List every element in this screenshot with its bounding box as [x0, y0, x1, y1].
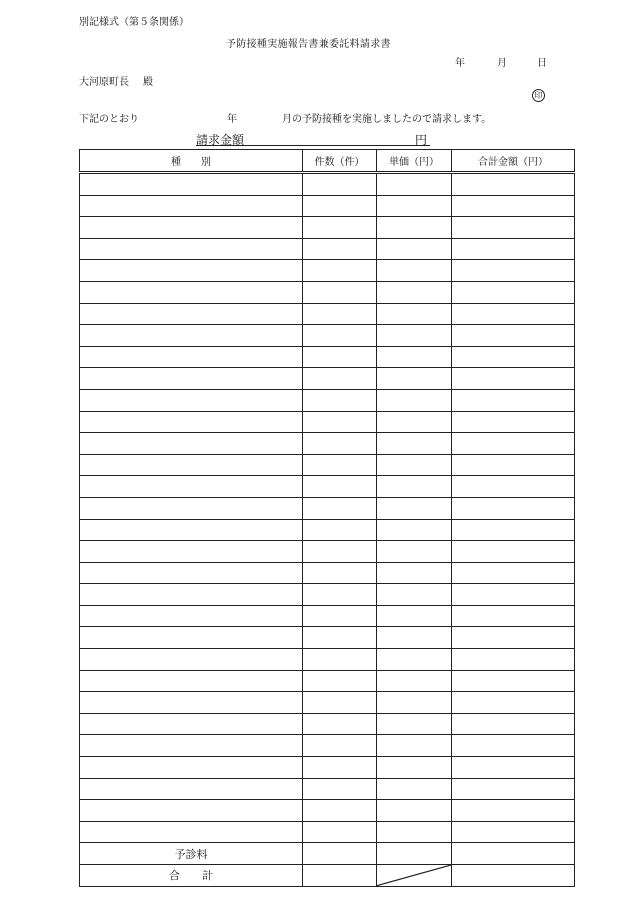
- unit-price-cell[interactable]: [377, 217, 452, 239]
- count-cell[interactable]: [303, 346, 377, 368]
- total-cell[interactable]: [452, 325, 575, 347]
- unit-price-cell[interactable]: [377, 368, 452, 390]
- table-row: [80, 605, 575, 627]
- count-cell[interactable]: [303, 454, 377, 476]
- category-cell[interactable]: [80, 411, 303, 433]
- grand-total-amount[interactable]: [452, 865, 575, 887]
- category-cell[interactable]: [80, 497, 303, 519]
- table-row: [80, 519, 575, 541]
- total-cell[interactable]: [452, 541, 575, 563]
- unit-price-cell[interactable]: [377, 778, 452, 800]
- form-tag: 別記様式（第５条関係）: [79, 17, 189, 28]
- total-cell[interactable]: [452, 260, 575, 282]
- pre-exam-fee-total[interactable]: [452, 843, 575, 865]
- table-row: [80, 217, 575, 239]
- seal-mark-icon: 印: [532, 89, 545, 102]
- count-cell[interactable]: [303, 519, 377, 541]
- category-cell[interactable]: [80, 584, 303, 606]
- category-cell[interactable]: [80, 778, 303, 800]
- unit-price-cell[interactable]: [377, 303, 452, 325]
- category-cell[interactable]: [80, 800, 303, 822]
- count-cell[interactable]: [303, 800, 377, 822]
- addressee-name: 大河原町長: [79, 77, 129, 88]
- count-cell[interactable]: [303, 368, 377, 390]
- category-cell[interactable]: [80, 325, 303, 347]
- count-cell[interactable]: [303, 649, 377, 671]
- table-body: [80, 173, 575, 843]
- category-cell[interactable]: [80, 368, 303, 390]
- unit-price-cell[interactable]: [377, 433, 452, 455]
- total-cell[interactable]: [452, 649, 575, 671]
- category-cell[interactable]: [80, 713, 303, 735]
- unit-price-cell[interactable]: [377, 497, 452, 519]
- total-cell[interactable]: [452, 800, 575, 822]
- unit-price-cell[interactable]: [377, 519, 452, 541]
- total-cell[interactable]: [452, 562, 575, 584]
- unit-price-cell[interactable]: [377, 584, 452, 606]
- table-row: [80, 433, 575, 455]
- category-cell[interactable]: [80, 627, 303, 649]
- document-title: 予防接種実施報告書兼委託料請求書: [226, 39, 391, 50]
- category-cell[interactable]: [80, 692, 303, 714]
- category-cell[interactable]: [80, 173, 303, 196]
- table-row: [80, 562, 575, 584]
- unit-price-cell[interactable]: [377, 649, 452, 671]
- unit-price-cell[interactable]: [377, 735, 452, 757]
- category-cell[interactable]: [80, 735, 303, 757]
- table-row: [80, 497, 575, 519]
- grand-total-count[interactable]: [303, 865, 377, 887]
- count-cell[interactable]: [303, 173, 377, 196]
- total-cell[interactable]: [452, 411, 575, 433]
- count-cell[interactable]: [303, 605, 377, 627]
- count-cell[interactable]: [303, 778, 377, 800]
- category-cell[interactable]: [80, 260, 303, 282]
- unit-price-cell[interactable]: [377, 238, 452, 260]
- table-row: [80, 368, 575, 390]
- grand-total-row: [80, 865, 575, 887]
- unit-price-cell[interactable]: [377, 692, 452, 714]
- category-cell[interactable]: [80, 605, 303, 627]
- pre-exam-fee-count[interactable]: [303, 843, 377, 865]
- unit-price-cell[interactable]: [377, 757, 452, 779]
- count-cell[interactable]: [303, 627, 377, 649]
- total-cell[interactable]: [452, 584, 575, 606]
- pre-exam-fee-label: 予診料: [80, 843, 303, 865]
- category-cell[interactable]: [80, 757, 303, 779]
- table-row: [80, 173, 575, 196]
- category-cell[interactable]: [80, 541, 303, 563]
- table-row: [80, 692, 575, 714]
- category-cell[interactable]: [80, 476, 303, 498]
- vaccination-table: [79, 149, 575, 887]
- statement-line: [79, 110, 491, 125]
- header-unit-price: 単価（円）: [377, 150, 452, 173]
- category-cell[interactable]: [80, 389, 303, 411]
- unit-price-cell[interactable]: [377, 821, 452, 843]
- category-cell[interactable]: [80, 238, 303, 260]
- count-cell[interactable]: [303, 821, 377, 843]
- table-row: [80, 649, 575, 671]
- unit-price-cell[interactable]: [377, 454, 452, 476]
- unit-price-cell[interactable]: [377, 627, 452, 649]
- count-cell[interactable]: [303, 541, 377, 563]
- category-cell[interactable]: [80, 433, 303, 455]
- statement-year-unit: 年: [227, 114, 237, 125]
- date-month-label: 月: [497, 58, 507, 69]
- table-header-row: [80, 150, 575, 173]
- total-cell[interactable]: [452, 735, 575, 757]
- unit-price-cell[interactable]: [377, 389, 452, 411]
- table-row: [80, 821, 575, 843]
- count-cell[interactable]: [303, 497, 377, 519]
- total-cell[interactable]: [452, 476, 575, 498]
- total-cell[interactable]: [452, 713, 575, 735]
- table-row: [80, 195, 575, 217]
- count-cell[interactable]: [303, 217, 377, 239]
- total-cell[interactable]: [452, 281, 575, 303]
- table-row: [80, 389, 575, 411]
- date-day-label: 日: [537, 58, 547, 69]
- count-cell[interactable]: [303, 281, 377, 303]
- count-cell[interactable]: [303, 757, 377, 779]
- count-cell[interactable]: [303, 735, 377, 757]
- count-cell[interactable]: [303, 713, 377, 735]
- total-cell[interactable]: [452, 454, 575, 476]
- table-row: [80, 800, 575, 822]
- count-cell[interactable]: [303, 584, 377, 606]
- category-cell[interactable]: [80, 281, 303, 303]
- table-row: [80, 713, 575, 735]
- unit-price-cell[interactable]: [377, 346, 452, 368]
- table-row: [80, 627, 575, 649]
- category-cell[interactable]: [80, 454, 303, 476]
- table-row: [80, 238, 575, 260]
- statement-prefix: 下記のとおり: [79, 114, 139, 125]
- table-row: [80, 281, 575, 303]
- total-cell[interactable]: [452, 303, 575, 325]
- count-cell[interactable]: [303, 195, 377, 217]
- count-cell[interactable]: [303, 433, 377, 455]
- pre-exam-fee-unit-price[interactable]: [377, 843, 452, 865]
- table-row: [80, 476, 575, 498]
- count-cell[interactable]: [303, 238, 377, 260]
- count-cell[interactable]: [303, 476, 377, 498]
- addressee-honorific: 殿: [143, 77, 153, 88]
- date-year-label: 年: [455, 58, 465, 69]
- header-count: 件数（件）: [303, 150, 377, 173]
- table-row: [80, 584, 575, 606]
- category-cell[interactable]: [80, 519, 303, 541]
- total-cell[interactable]: [452, 692, 575, 714]
- table-row: [80, 541, 575, 563]
- total-cell[interactable]: [452, 497, 575, 519]
- total-cell[interactable]: [452, 778, 575, 800]
- count-cell[interactable]: [303, 670, 377, 692]
- category-cell[interactable]: [80, 217, 303, 239]
- total-cell[interactable]: [452, 433, 575, 455]
- unit-price-cell[interactable]: [377, 605, 452, 627]
- category-cell[interactable]: [80, 562, 303, 584]
- unit-price-cell[interactable]: [377, 173, 452, 196]
- total-cell[interactable]: [452, 605, 575, 627]
- unit-price-cell[interactable]: [377, 195, 452, 217]
- table-row: [80, 411, 575, 433]
- count-cell[interactable]: [303, 562, 377, 584]
- unit-price-cell[interactable]: [377, 670, 452, 692]
- unit-price-cell[interactable]: [377, 325, 452, 347]
- category-cell[interactable]: [80, 195, 303, 217]
- unit-price-cell[interactable]: [377, 541, 452, 563]
- count-cell[interactable]: [303, 692, 377, 714]
- count-cell[interactable]: [303, 411, 377, 433]
- category-cell[interactable]: [80, 821, 303, 843]
- unit-price-cell[interactable]: [377, 260, 452, 282]
- billing-amount-label: 請求金額: [196, 133, 245, 147]
- total-cell[interactable]: [452, 389, 575, 411]
- unit-price-cell[interactable]: [377, 411, 452, 433]
- count-cell[interactable]: [303, 303, 377, 325]
- total-cell[interactable]: [452, 346, 575, 368]
- table-row: [80, 325, 575, 347]
- total-cell[interactable]: [452, 195, 575, 217]
- billing-amount-line[interactable]: [196, 131, 430, 146]
- category-cell[interactable]: [80, 346, 303, 368]
- billing-amount-unit: 円: [414, 133, 427, 147]
- unit-price-cell[interactable]: [377, 713, 452, 735]
- grand-total-label: 合 計: [80, 865, 303, 887]
- unit-price-cell[interactable]: [377, 562, 452, 584]
- category-cell[interactable]: [80, 649, 303, 671]
- table-row: [80, 346, 575, 368]
- table-row: [80, 778, 575, 800]
- grand-total-unit-price-struck: [377, 865, 452, 887]
- addressee: [79, 73, 153, 88]
- count-cell[interactable]: [303, 325, 377, 347]
- table-row: [80, 735, 575, 757]
- table-row: [80, 260, 575, 282]
- count-cell[interactable]: [303, 260, 377, 282]
- total-cell[interactable]: [452, 627, 575, 649]
- total-cell[interactable]: [452, 368, 575, 390]
- total-cell[interactable]: [452, 217, 575, 239]
- unit-price-cell[interactable]: [377, 476, 452, 498]
- total-cell[interactable]: [452, 519, 575, 541]
- total-cell[interactable]: [452, 757, 575, 779]
- total-cell[interactable]: [452, 173, 575, 196]
- total-cell[interactable]: [452, 821, 575, 843]
- unit-price-cell[interactable]: [377, 800, 452, 822]
- total-cell[interactable]: [452, 238, 575, 260]
- table-row: [80, 757, 575, 779]
- header-total-amount: 合計金額（円）: [452, 150, 575, 173]
- category-cell[interactable]: [80, 303, 303, 325]
- unit-price-cell[interactable]: [377, 281, 452, 303]
- diagonal-strike: [377, 865, 451, 886]
- statement-suffix: 月の予防接種を実施しましたので請求します。: [282, 114, 492, 125]
- count-cell[interactable]: [303, 389, 377, 411]
- total-cell[interactable]: [452, 670, 575, 692]
- table-row: [80, 670, 575, 692]
- category-cell[interactable]: [80, 670, 303, 692]
- table-row: [80, 303, 575, 325]
- pre-exam-fee-row: [80, 843, 575, 865]
- header-category: 種 別: [80, 150, 303, 173]
- table-row: [80, 454, 575, 476]
